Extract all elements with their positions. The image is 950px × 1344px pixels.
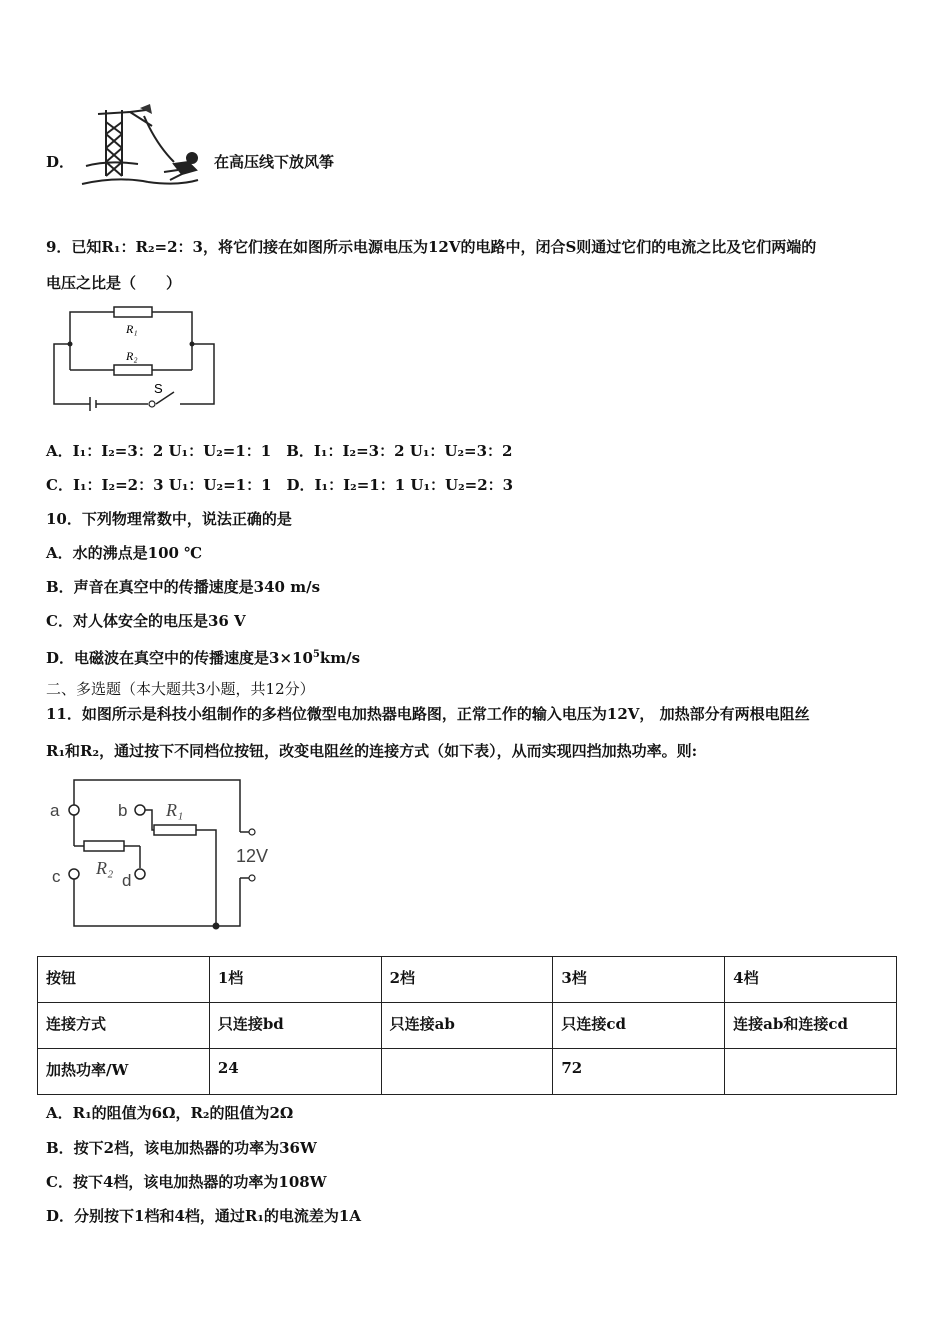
q9-figure-r2-label: R₂ bbox=[126, 349, 138, 363]
table-cell: 24 bbox=[209, 1049, 381, 1095]
table-row bbox=[38, 1003, 897, 1049]
q8-option-d-label: D． bbox=[46, 153, 75, 171]
table-cell: 72 bbox=[553, 1049, 725, 1095]
table-cell bbox=[725, 1049, 897, 1095]
table-cell: 1档 bbox=[209, 957, 381, 1003]
q11-option-c: C．按下4档，该电加热器的功率为108W bbox=[46, 1173, 327, 1191]
table-cell: 连接ab和连接cd bbox=[725, 1003, 897, 1049]
q11-figure-voltage-label: 12V bbox=[236, 846, 269, 866]
table-cell: 2档 bbox=[381, 957, 553, 1003]
q11-figure-label-r2: R₂ bbox=[96, 858, 114, 878]
q10-option-d-suffix: km/s bbox=[319, 649, 361, 667]
q9-stem-line1: 9．已知R₁：R₂=2：3，将它们接在如图所示电源电压为12V的电路中，闭合S则通过它们的电流之比及它们两端的 bbox=[46, 238, 817, 256]
q9-figure-r1-label: R₁ bbox=[126, 322, 138, 336]
q11-figure-label-r1: R₁ bbox=[166, 800, 184, 820]
kite-under-power-line-illustration bbox=[78, 104, 216, 194]
q9-figure-switch-label: S bbox=[154, 381, 163, 396]
q9-stem-line2: 电压之比是（ ） bbox=[46, 274, 182, 292]
q10-option-d-prefix: D．电磁波在真空中的传播速度是3×10 bbox=[46, 649, 313, 667]
table-cell: 按钮 bbox=[38, 957, 210, 1003]
q11-figure-label-c: c bbox=[52, 867, 61, 886]
table-row bbox=[38, 957, 897, 1003]
table-row bbox=[38, 1049, 897, 1095]
q10-option-a: A．水的沸点是100 ℃ bbox=[46, 544, 203, 562]
q10-option-d-exponent: 5 bbox=[312, 649, 320, 660]
q11-gear-table bbox=[37, 956, 897, 1095]
table-cell bbox=[381, 1049, 553, 1095]
q11-heater-circuit-diagram bbox=[44, 774, 284, 936]
section2-title: 二、多选题（本大题共3小题，共12分） bbox=[46, 680, 315, 698]
table-cell: 3档 bbox=[553, 957, 725, 1003]
q10-option-c: C．对人体安全的电压是36 V bbox=[46, 612, 246, 630]
table-cell: 4档 bbox=[725, 957, 897, 1003]
q11-option-a: A．R₁的阻值为6Ω，R₂的阻值为2Ω bbox=[46, 1104, 294, 1122]
q9-options-cd: C．I₁：I₂=2：3 U₁：U₂=1：1 D．I₁：I₂=1：1 U₁：U₂=2：3 bbox=[46, 476, 514, 494]
table-cell: 只连接bd bbox=[209, 1003, 381, 1049]
table-cell: 只连接cd bbox=[553, 1003, 725, 1049]
q10-stem: 10．下列物理常数中，说法正确的是 bbox=[46, 510, 292, 528]
q11-stem-line1: 11．如图所示是科技小组制作的多档位微型电加热器电路图，正常工作的输入电压为12V， 加热部分有两根电阻丝 bbox=[46, 705, 810, 723]
q10-option-b: B．声音在真空中的传播速度是340 m/s bbox=[46, 578, 321, 596]
table-cell: 加热功率/W bbox=[38, 1049, 210, 1095]
q11-option-b: B．按下2档，该电加热器的功率为36W bbox=[46, 1139, 317, 1157]
table-cell: 只连接ab bbox=[381, 1003, 553, 1049]
q11-figure-label-b: b bbox=[118, 801, 128, 820]
q9-parallel-circuit-diagram bbox=[50, 300, 222, 418]
table-cell: 连接方式 bbox=[38, 1003, 210, 1049]
q8-option-d-text: 在高压线下放风筝 bbox=[214, 153, 335, 171]
q11-option-d: D．分别按下1档和4档，通过R₁的电流差为1A bbox=[46, 1207, 361, 1225]
q11-figure-label-d: d bbox=[122, 871, 132, 890]
q9-options-ab: A．I₁：I₂=3：2 U₁：U₂=1：1 B．I₁：I₂=3：2 U₁：U₂=3：2 bbox=[46, 442, 513, 460]
q10-option-d bbox=[46, 645, 360, 668]
q11-figure-label-a: a bbox=[50, 801, 60, 820]
q11-stem-line2: R₁和R₂，通过按下不同档位按钮，改变电阻丝的连接方式（如下表），从而实现四挡加热功率。则: bbox=[46, 742, 698, 760]
